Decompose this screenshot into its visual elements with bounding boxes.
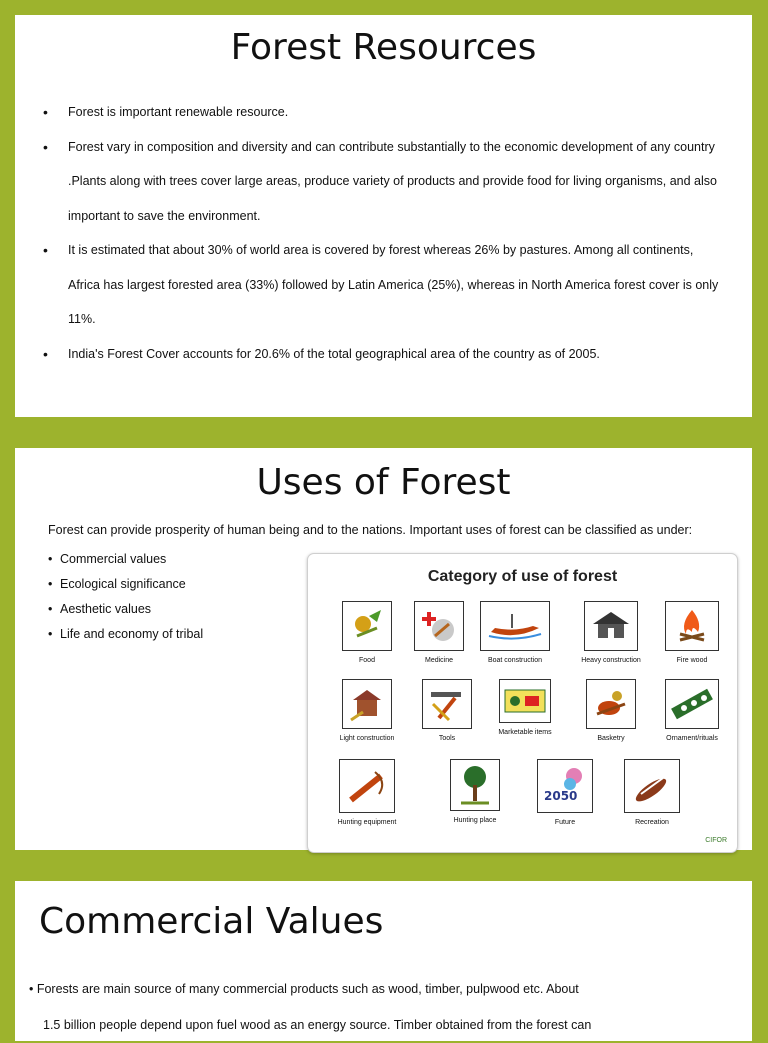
category-label: Boat construction [487,657,543,664]
category-tile [400,601,478,665]
intro-text: Forest can provide prosperity of human being and to the nations. Important uses of forest can be classified as under: [48,523,693,537]
bow-icon [339,759,395,813]
cifor-logo: CIFOR [705,837,727,844]
category-label: Light construction [339,735,395,742]
category-label: Food [359,657,375,664]
body-line: 1.5 billion people depend upon fuel wood as an energy source. Timber obtained from the forest can [43,1018,592,1032]
category-tile [476,601,554,665]
bullet-list [48,547,203,647]
category-tile [328,679,406,743]
fire-icon [665,601,719,651]
future-icon [537,759,593,813]
category-label: Hunting equipment [337,819,397,826]
market-icon [499,679,551,723]
category-tile [613,759,691,827]
slide-commercial-values [15,881,752,1041]
category-label: Ornament/rituals [666,735,718,742]
category-tile [408,679,486,743]
canoe-icon [624,759,680,813]
category-tile [328,601,406,665]
category-label: Marketable items [498,729,552,736]
body-text [29,971,739,1043]
figure-title: Category of use of forest [427,568,618,585]
category-tile [328,759,406,827]
category-tile [526,759,604,827]
svg-text:2050: 2050 [544,789,578,803]
shed-icon [342,679,392,729]
list-item: • Forest vary in composition and diversity and can contribute substantially to the economic development of any country .Plants along with trees cover large areas, produce variety of products and provide food for living organisms, and also important to save the environment. [43,130,723,234]
basket-icon [586,679,636,729]
medicine-icon [414,601,464,651]
food-icon [342,601,392,651]
category-tile [436,759,514,825]
category-label: Recreation [635,819,669,826]
category-tile [486,679,564,737]
list-item: • Forest is important renewable resource. [43,95,723,130]
list-item: • India's Forest Cover accounts for 20.6% of the total geographical area of the country as of 2005. [43,337,723,372]
tools-icon [422,679,472,729]
category-label: Hunting place [453,817,497,824]
slide-title: Commercial Values [39,901,384,942]
hut-icon [584,601,638,651]
category-tile [572,601,650,665]
body-line: • Forests are main source of many commercial products such as wood, timber, pulpwood etc. About [29,982,579,996]
list-item: • Aesthetic values [48,597,203,622]
bullet-list [43,95,723,371]
slide-uses-of-forest [15,448,752,850]
category-label: Medicine [424,657,453,664]
category-tile [653,679,731,743]
list-item: • Commercial values [48,547,203,572]
list-item: • It is estimated that about 30% of world area is covered by forest whereas 26% by pastures. Among all continents, Africa has largest forested area (33%) followed by Latin America (25%), whereas in North America forest cover is only 11%. [43,233,723,337]
tree-icon [450,759,500,811]
category-label: Tools [438,735,456,742]
category-label: Fire wood [676,657,708,664]
category-tile [572,679,650,743]
list-item: • Life and economy of tribal [48,622,203,647]
category-label: Basketry [597,735,625,742]
slide-title: Uses of Forest [256,462,511,503]
slide-title: Forest Resources [230,27,537,68]
list-item: • Ecological significance [48,572,203,597]
category-figure [307,553,738,853]
category-tile [653,601,731,665]
category-label: Heavy construction [581,657,641,664]
boat-icon [480,601,550,651]
slide-forest-resources [15,15,752,417]
ornament-icon [665,679,719,729]
category-label: Future [554,819,576,826]
